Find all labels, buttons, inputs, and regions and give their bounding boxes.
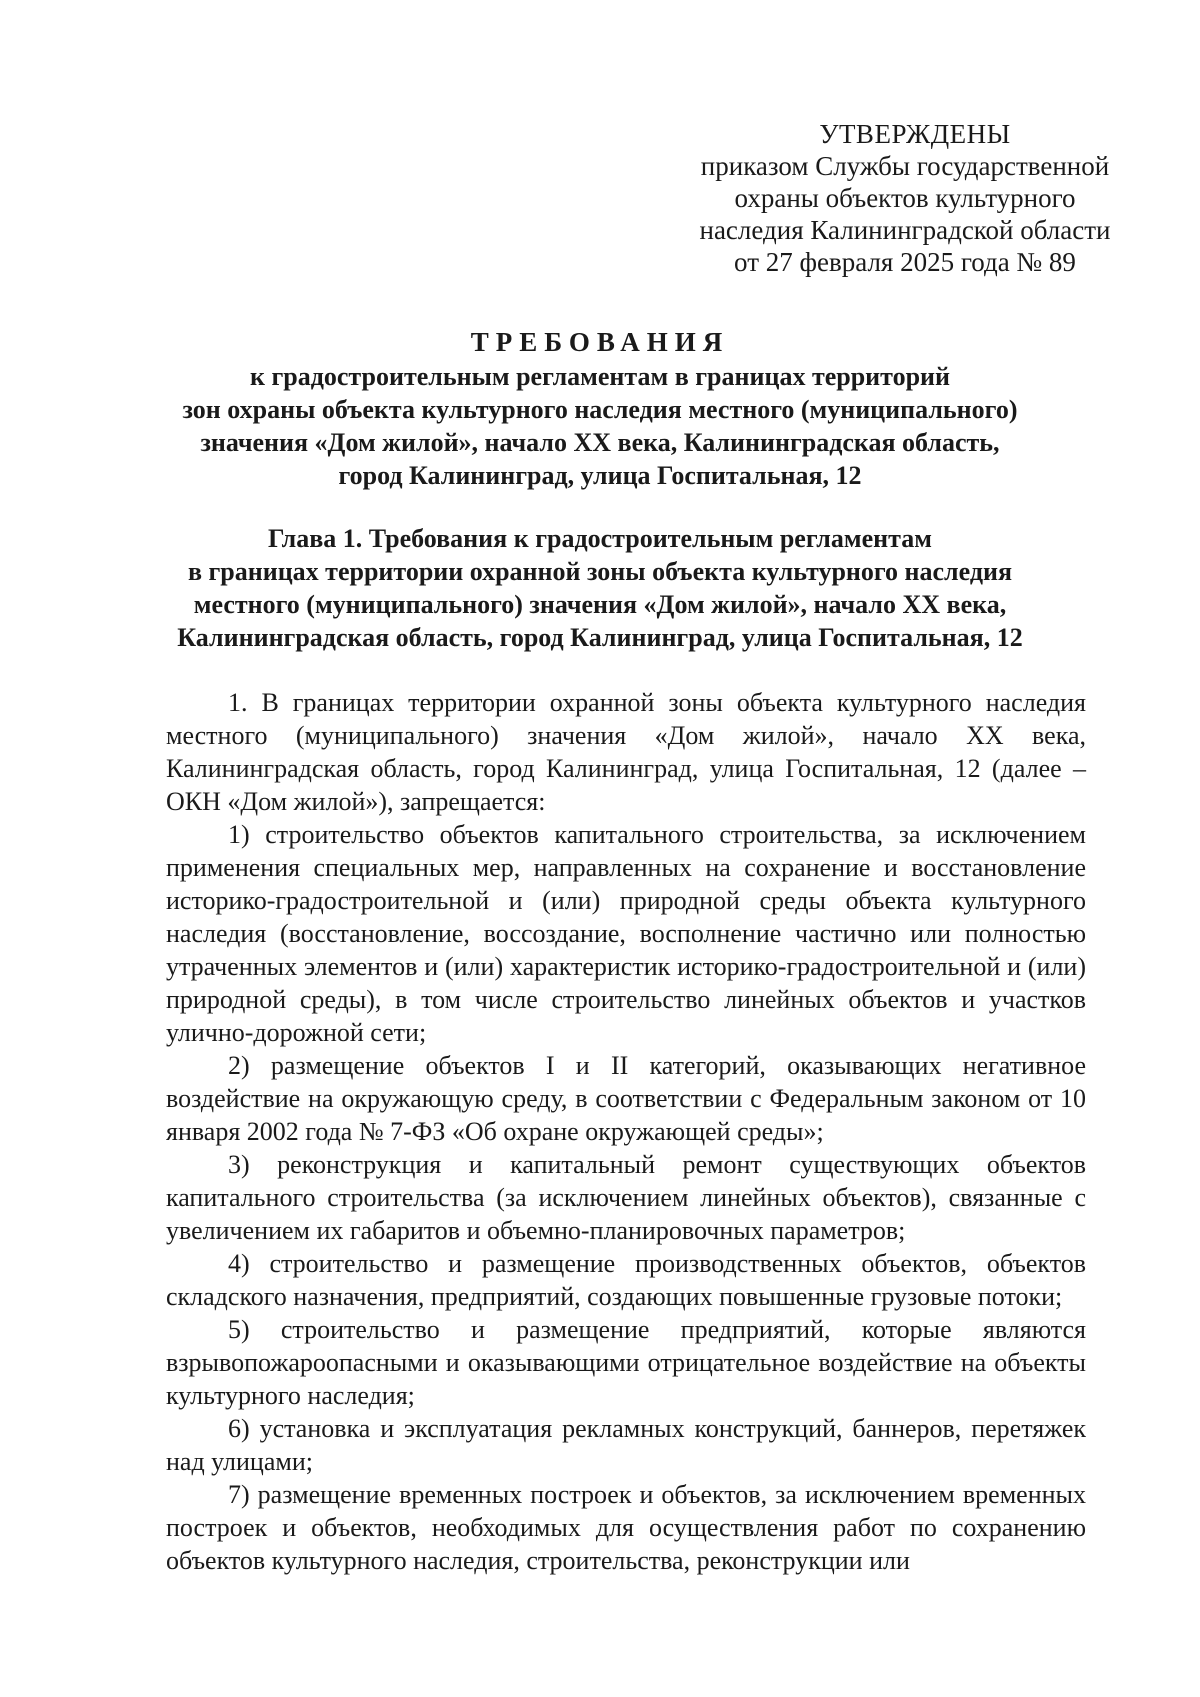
title-word: ТРЕБОВАНИЯ bbox=[470, 327, 730, 357]
document-body bbox=[166, 686, 1086, 1577]
list-item: 5) строительство и размещение предприятий, которые являются взрывопожароопасными и оказывающими отрицательное воздействие на объекты культурного наследия; bbox=[166, 1315, 1086, 1410]
approval-line: приказом Службы государственной bbox=[700, 151, 1110, 181]
list-item: 7) размещение временных построек и объектов, за исключением временных построек и объектов, необходимых для осуществления работ по сохранению объектов культурного наследия, строительства, реконструкции или bbox=[166, 1480, 1086, 1575]
title-line: город Калининград, улица Госпитальная, 12 bbox=[338, 461, 862, 490]
chapter-line: в границах территории охранной зоны объекта культурного наследия bbox=[187, 557, 1013, 586]
list-item: 1) строительство объектов капитального строительства, за исключением применения специальных мер, направленных на сохранение и восстановление историко-градостроительной и (или) природной среды объекта культурного наследия (восстановление, воссоздание, восполнение частично или полностью утраченных элементов и (или) характеристик историко-градостроительной и (или) природной среды), в том числе строительство линейных объектов и участков улично-дорожной сети; bbox=[166, 820, 1086, 1047]
list-item: 3) реконструкция и капитальный ремонт существующих объектов капитального строительства (за исключением линейных объектов), связанные с увеличением их габаритов и объемно-планировочных параметров; bbox=[166, 1150, 1086, 1245]
title-line: зон охраны объекта культурного наследия местного (муниципального) bbox=[182, 395, 1018, 424]
approval-date-line: от 27 февраля 2025 года № 89 bbox=[734, 247, 1076, 277]
approval-block bbox=[685, 118, 1125, 278]
list-item: 2) размещение объектов I и II категорий, оказывающих негативное воздействие на окружающую среду, в соответствии с Федеральным законом от 10 января 2002 года № 7-ФЗ «Об охране окружающей среды»; bbox=[166, 1051, 1086, 1146]
list-item: 6) установка и эксплуатация рекламных конструкций, баннеров, перетяжек над улицами; bbox=[166, 1414, 1086, 1476]
paragraph-intro: 1. В границах территории охранной зоны объекта культурного наследия местного (муниципального) значения «Дом жилой», начало XX века, Калининградская область, город Калининград, улица Госпитальная, 12 (далее – ОКН «Дом жилой»), запрещается: bbox=[166, 688, 1086, 816]
approval-line: наследия Калининградской области bbox=[699, 215, 1111, 245]
chapter-line: местного (муниципального) значения «Дом жилой», начало XX века, bbox=[193, 590, 1007, 619]
approval-heading: УТВЕРЖДЕНЫ bbox=[819, 119, 1011, 149]
list-item: 4) строительство и размещение производственных объектов, объектов складского назначения, предприятий, создающих повышенные грузовые потоки; bbox=[166, 1249, 1086, 1311]
title-line: к градостроительным регламентам в границах территорий bbox=[249, 362, 951, 391]
chapter-heading bbox=[140, 522, 1060, 654]
chapter-line: Калининградская область, город Калининград, улица Госпитальная, 12 bbox=[177, 623, 1023, 652]
title-line: значения «Дом жилой», начало XX века, Калининградская область, bbox=[200, 428, 1000, 457]
document-title bbox=[140, 326, 1060, 492]
approval-line: охраны объектов культурного bbox=[734, 183, 1076, 213]
chapter-line: Глава 1. Требования к градостроительным регламентам bbox=[268, 524, 932, 553]
